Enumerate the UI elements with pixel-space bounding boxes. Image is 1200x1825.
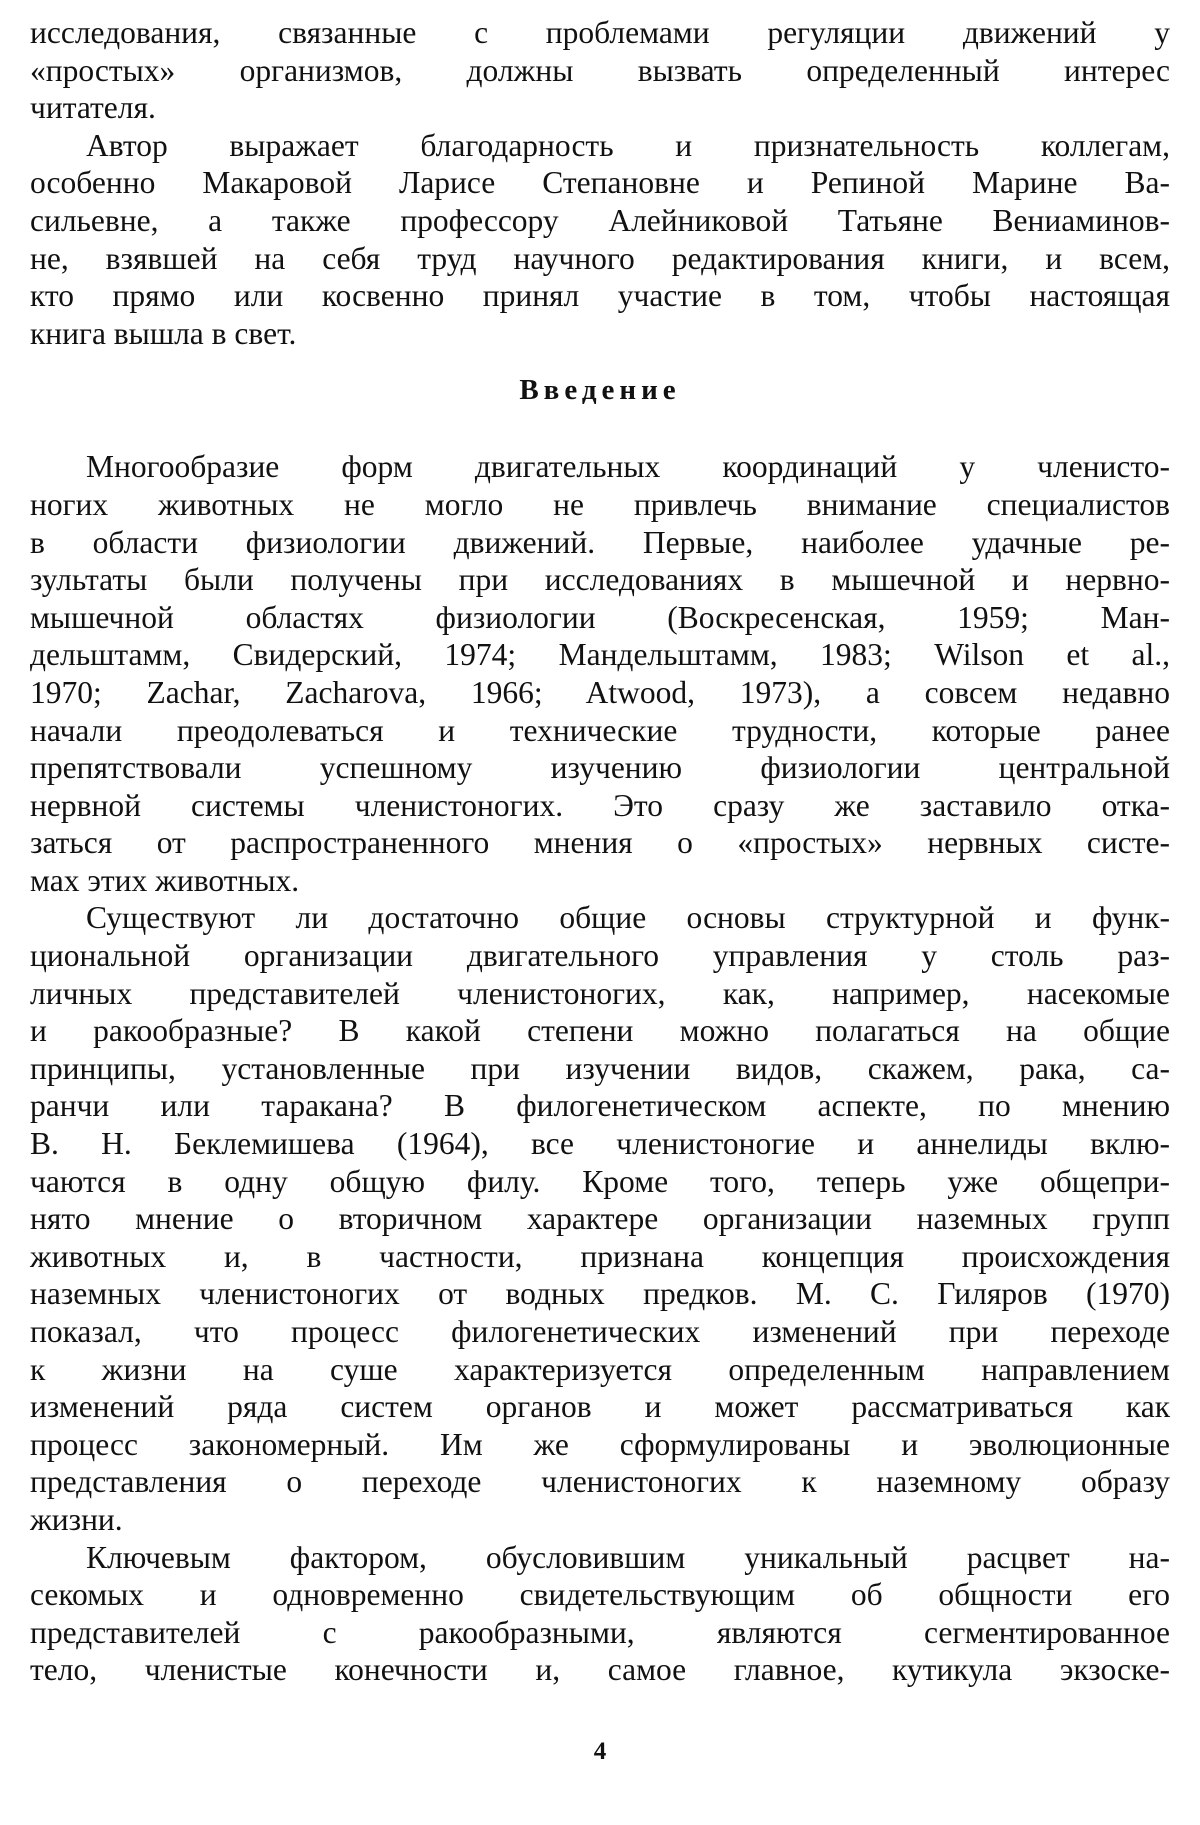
text-line: нервной системы членистоногих. Это сразу же заставило отка- [30,787,1170,823]
text-line: животных и, в частности, признана концепция происхождения [30,1238,1170,1274]
text-line: Автор выражает благодарность и признательность коллегам, [86,127,1170,163]
text-line: и ракообразные? В какой степени можно полагаться на общие [30,1013,1170,1049]
paragraph [30,127,1170,353]
text-line: ногих животных не могло не привлечь внимание специалистов [30,486,1170,522]
paragraph [30,448,1170,899]
text-line: заться от распространенного мнения о «простых» нервных систе- [30,825,1170,861]
preface-ending [30,14,1170,352]
text-line: показал, что процесс филогенетических изменений при переходе [30,1314,1170,1349]
introduction-body [30,448,1170,1689]
text-line: читателя. [30,90,156,126]
text-line: тело, членистые конечности и, самое главное, кутикула экзоске- [30,1652,1170,1688]
text-line: жизни. [30,1501,123,1537]
text-line: дельштамм, Свидерский, 1974; Мандельштамм, 1983; Wilson et al., [30,637,1170,673]
paragraph [30,1539,1170,1689]
text-line: мах этих животных. [30,862,300,898]
book-page [30,14,1170,1689]
text-line: чаются в одну общую филу. Кроме того, теперь уже общепри- [30,1163,1170,1199]
text-line: кто прямо или косвенно принял участие в том, чтобы настоящая [30,278,1170,314]
text-line: Ключевым фактором, обусловившим уникальный расцвет на- [86,1539,1170,1575]
text-line: представления о переходе членистоногих к наземному образу [30,1464,1170,1500]
text-line: Существуют ли достаточно общие основы структурной и функ- [86,900,1170,936]
text-line: циональной организации двигательного управления у столь раз- [30,938,1170,974]
text-line: сильевне, а также профессору Алейниковой Татьяне Вениаминов- [30,202,1170,238]
paragraph [30,14,1170,127]
text-line: личных представителей членистоногих, как, например, насекомые [30,975,1170,1011]
text-line: книга вышла в свет. [30,315,297,351]
text-line: принципы, установленные при изучении видов, скажем, рака, са- [30,1050,1170,1086]
text-line: в области физиологии движений. Первые, наиболее удачные ре- [30,524,1170,560]
page-number: 4 [593,1738,607,1765]
text-line: В. Н. Беклемишева (1964), все членистоногие и аннелиды вклю- [30,1126,1170,1162]
text-line: особенно Макаровой Ларисе Степановне и Репиной Марине Ва- [30,165,1170,201]
text-line: «простых» организмов, должны вызвать определенный интерес [30,52,1170,88]
text-line: изменений ряда систем органов и может рассматриваться как [30,1389,1170,1425]
text-line: к жизни на суше характеризуется определенным направлением [30,1351,1170,1387]
text-line: процесс закономерный. Им же сформулированы и эволюционные [30,1426,1170,1462]
text-line: 1970; Zachar, Zacharova, 1966; Atwood, 1973), а совсем недавно [30,674,1170,710]
text-line: секомых и одновременно свидетельствующим об общности его [30,1577,1170,1613]
section-heading: Введение [519,374,681,407]
text-line: препятствовали успешному изучению физиологии центральной [30,750,1170,786]
text-line: исследования, связанные с проблемами регуляции движений у [30,15,1170,50]
text-line: начали преодолеваться и технические трудности, которые ранее [30,712,1170,748]
text-line: не, взявшей на себя труд научного редактирования книги, и всем, [30,240,1170,276]
text-line: ранчи или таракана? В филогенетическом аспекте, по мнению [30,1088,1170,1124]
text-line: нято мнение о вторичном характере организации наземных групп [30,1201,1170,1237]
text-line: мышечной областях физиологии (Воскресенская, 1959; Ман- [30,599,1170,635]
text-line: зультаты были получены при исследованиях в мышечной и нервно- [30,562,1170,598]
text-line: Многообразие форм двигательных координаций у членисто- [86,449,1170,485]
text-line: наземных членистоногих от водных предков. М. С. Гиляров (1970) [30,1276,1170,1312]
text-line: представителей с ракообразными, являются сегментированное [30,1614,1170,1650]
paragraph [30,899,1170,1538]
